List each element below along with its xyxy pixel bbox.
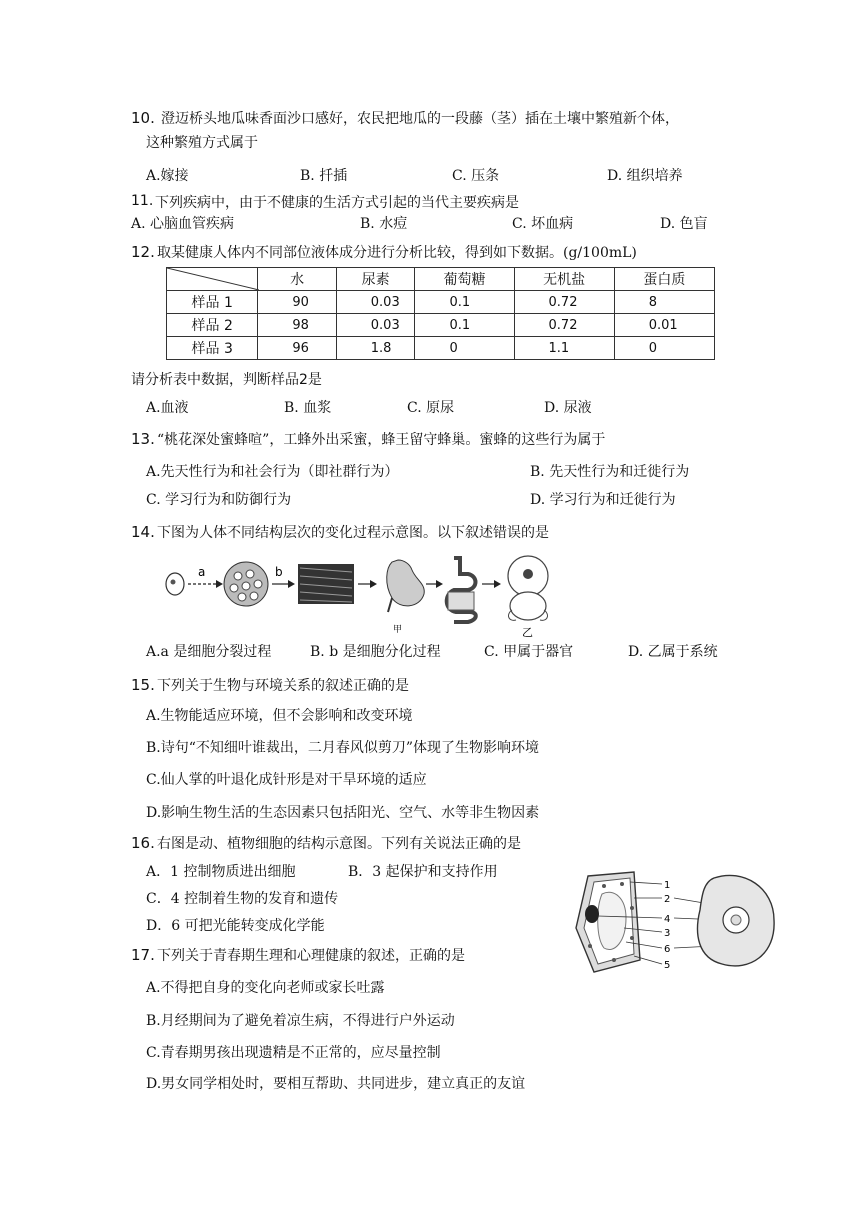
question-stem: 澄迈桥头地瓜味香面沙口感好，农民把地瓜的一段藤（茎）插在土壤中繁殖新个体， <box>161 111 679 127</box>
label-yi: 乙 <box>522 626 533 638</box>
option-c: C. 原尿 <box>407 400 455 416</box>
table-header: 无机盐 <box>514 268 614 291</box>
question-stem-continued: 这种繁殖方式属于 <box>146 135 258 151</box>
label-4: 4 <box>664 914 671 925</box>
cell-icon <box>166 573 184 595</box>
question-number: 16. <box>131 834 155 852</box>
row-label: 样品 2 <box>167 314 258 337</box>
table-header: 水 <box>258 268 336 291</box>
table-row <box>167 291 715 314</box>
table-corner-cell <box>167 268 258 291</box>
option-c: C. 甲属于器官 <box>484 644 574 660</box>
option-d: D.影响生物生活的生态因素只包括阳光、空气、水等非生物因素 <box>146 805 540 821</box>
table-row <box>167 314 715 337</box>
table-cell: 0.72 <box>514 291 614 314</box>
table-cell: 0.72 <box>514 314 614 337</box>
option-a: A.先天性行为和社会行为（即社群行为） <box>146 464 399 480</box>
question-stem: 下列关于生物与环境关系的叙述正确的是 <box>157 678 409 694</box>
option-c: C. 压条 <box>452 168 500 184</box>
option-a: A．1 控制物质进出细胞 <box>146 864 296 880</box>
option-a: A.嫁接 <box>146 168 189 184</box>
arrow-icon <box>358 580 377 588</box>
plant-cell-icon <box>576 872 640 972</box>
question-number: 10. <box>131 109 155 127</box>
question-number: 15. <box>131 676 155 694</box>
question-number: 11. <box>131 193 154 209</box>
table-header: 尿素 <box>336 268 415 291</box>
label-jia: 甲 <box>393 625 403 635</box>
option-d: D. 组织培养 <box>607 168 683 184</box>
label-6: 6 <box>664 944 671 955</box>
table-cell: 0 <box>614 337 714 360</box>
question-stem: “桃花深处蜜蜂喧”，工蜂外出采蜜，蜂王留守蜂巢。蜜蜂的这些行为属于 <box>157 432 606 448</box>
arrow-a-icon <box>188 580 223 588</box>
table-header: 葡萄糖 <box>415 268 514 291</box>
option-d: D.男女同学相处时，要相互帮助、共同进步，建立真正的友谊 <box>146 1076 526 1092</box>
option-b: B．3 起保护和支持作用 <box>348 864 498 880</box>
question-stem: 取某健康人体内不同部位液体成分进行分析比较，得到如下数据。(g/100mL) <box>157 245 637 261</box>
table-cell: 0.03 <box>336 314 415 337</box>
option-c: C. 学习行为和防御行为 <box>146 492 292 508</box>
label-2: 2 <box>664 894 671 905</box>
table-cell: 0 <box>415 337 514 360</box>
tissue-icon <box>298 564 354 604</box>
option-a: A.a 是细胞分裂过程 <box>146 644 272 660</box>
row-label: 样品 3 <box>167 337 258 360</box>
table-row <box>167 337 715 360</box>
option-c: C．4 控制着生物的发育和遗传 <box>146 891 339 907</box>
option-a: A.不得把自身的变化向老师或家长吐露 <box>146 980 385 996</box>
stomach-icon <box>387 560 425 612</box>
question-number: 12. <box>131 243 155 261</box>
table-cell: 96 <box>258 337 336 360</box>
table-cell: 90 <box>258 291 336 314</box>
option-b: B. 扦插 <box>300 168 348 184</box>
diagonal-line <box>167 268 259 290</box>
table-cell: 1.8 <box>336 337 415 360</box>
table-cell: 1.1 <box>514 337 614 360</box>
row-label: 样品 1 <box>167 291 258 314</box>
option-b: B.月经期间为了避免着凉生病，不得进行户外运动 <box>146 1013 455 1029</box>
cell-structure-figure <box>574 868 778 976</box>
option-a: A.血液 <box>146 400 189 416</box>
label-a: a <box>198 565 206 579</box>
baby-icon <box>508 556 548 620</box>
question-number: 13. <box>131 430 155 448</box>
table-cell: 0.01 <box>614 314 714 337</box>
question-number: 14. <box>131 523 155 541</box>
option-c: C.青春期男孩出现遗精是不正常的，应尽量控制 <box>146 1045 441 1061</box>
option-b: B. 血浆 <box>284 400 332 416</box>
arrow-icon <box>482 580 501 588</box>
table-header: 蛋白质 <box>614 268 714 291</box>
table-cell: 8 <box>614 291 714 314</box>
option-c: C.仙人掌的叶退化成针形是对干旱环境的适应 <box>146 772 427 788</box>
option-a: A.生物能适应环境，但不会影响和改变环境 <box>146 708 413 724</box>
table-cell: 0.1 <box>415 314 514 337</box>
option-b: B. 水痘 <box>360 216 408 232</box>
label-b: b <box>275 565 283 579</box>
question-stem: 右图是动、植物细胞的结构示意图。下列有关说法正确的是 <box>157 836 521 852</box>
option-a: A. 心脑血管疾病 <box>131 216 235 232</box>
option-b: B.诗句“不知细叶谁裁出，二月春风似剪刀”体现了生物影响环境 <box>146 740 540 756</box>
option-d: D. 乙属于系统 <box>628 644 718 660</box>
table-cell: 0.1 <box>415 291 514 314</box>
question-stem: 下图为人体不同结构层次的变化过程示意图。以下叙述错误的是 <box>157 525 549 541</box>
option-b: B. b 是细胞分化过程 <box>310 644 441 660</box>
option-d: D. 色盲 <box>660 216 708 232</box>
composition-table <box>166 267 715 360</box>
table-cell: 0.03 <box>336 291 415 314</box>
label-5: 5 <box>664 960 671 971</box>
question-stem: 下列疾病中，由于不健康的生活方式引起的当代主要疾病是 <box>155 195 519 211</box>
table-cell: 98 <box>258 314 336 337</box>
arrow-b-icon <box>272 580 295 588</box>
question-number: 17. <box>131 946 155 964</box>
cell-cluster-icon <box>224 562 268 606</box>
option-b: B. 先天性行为和迁徙行为 <box>530 464 690 480</box>
structure-levels-figure <box>160 554 560 638</box>
option-c: C. 坏血病 <box>512 216 574 232</box>
option-d: D．6 可把光能转变成化学能 <box>146 918 325 934</box>
question-prompt: 请分析表中数据，判断样品2是 <box>131 372 322 388</box>
question-stem: 下列关于青春期生理和心理健康的叙述，正确的是 <box>157 948 465 964</box>
label-1: 1 <box>664 880 671 891</box>
arrow-icon <box>426 580 443 588</box>
label-3: 3 <box>664 928 671 939</box>
option-d: D. 尿液 <box>544 400 592 416</box>
digestive-system-icon <box>447 558 476 622</box>
animal-cell-icon <box>698 875 775 965</box>
table-header-row <box>167 268 715 291</box>
option-d: D. 学习行为和迁徙行为 <box>530 492 676 508</box>
